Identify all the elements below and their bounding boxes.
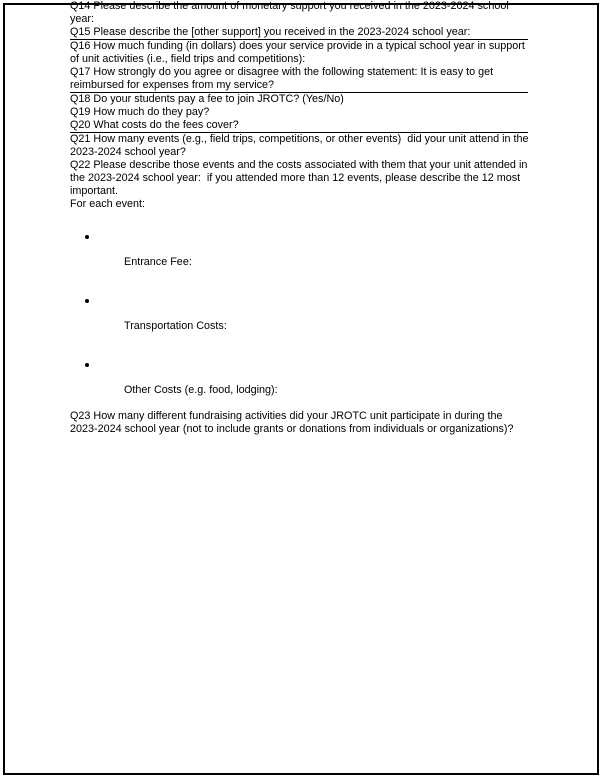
question-q23: Q23 How many different fundraising activities did your JROTC unit participate in during the 2023-2024 school year (not to include grants or donations from individuals or organizations)?: [70, 410, 514, 435]
bullet-icon: [85, 363, 89, 367]
bullet-item-label: Other Costs (e.g. food, lodging):: [124, 384, 278, 396]
bullet-item-label: Transportation Costs:: [124, 320, 227, 332]
question-q20: Q20 What costs do the fees cover?: [70, 119, 239, 131]
question-q15: Q15 Please describe the [other support] you received in the 2023-2024 school year:: [70, 26, 471, 38]
question-q18: Q18 Do your students pay a fee to join JROTC? (Yes/No): [70, 93, 344, 105]
event-cost-bullet-list: [70, 230, 530, 410]
for-each-event-label: For each event:: [70, 198, 146, 210]
bullet-icon: [85, 299, 89, 303]
question-q22: Q22 Please describe those events and the costs associated with them that your unit attended in the 2023-2024 school year: if you attended more than 12 events, please describe the 12 most important.: [70, 159, 531, 197]
bullet-item-entrance-fee: [70, 230, 530, 282]
bullet-item-transportation-costs: [70, 294, 530, 346]
question-q16: Q16 How much funding (in dollars) does your service provide in a typical school year in support of unit activities (i.e., field trips and competitions):: [70, 40, 528, 65]
question-q14: Q14 Please describe the amount of monetary support you received in the 2023-2024 school year:: [70, 0, 512, 25]
bullet-item-label: Entrance Fee:: [124, 256, 192, 268]
question-q17: Q17 How strongly do you agree or disagree with the following statement: It is easy to get reimbursed for expenses from my service?: [70, 66, 497, 91]
bullet-item-other-costs: [70, 358, 530, 410]
document-page: [70, 0, 530, 436]
bullet-icon: [85, 235, 89, 239]
question-q21: Q21 How many events (e.g., field trips, competitions, or other events) did your unit attend in the 2023-2024 school year?: [70, 133, 532, 158]
question-q19: Q19 How much do they pay?: [70, 106, 210, 118]
